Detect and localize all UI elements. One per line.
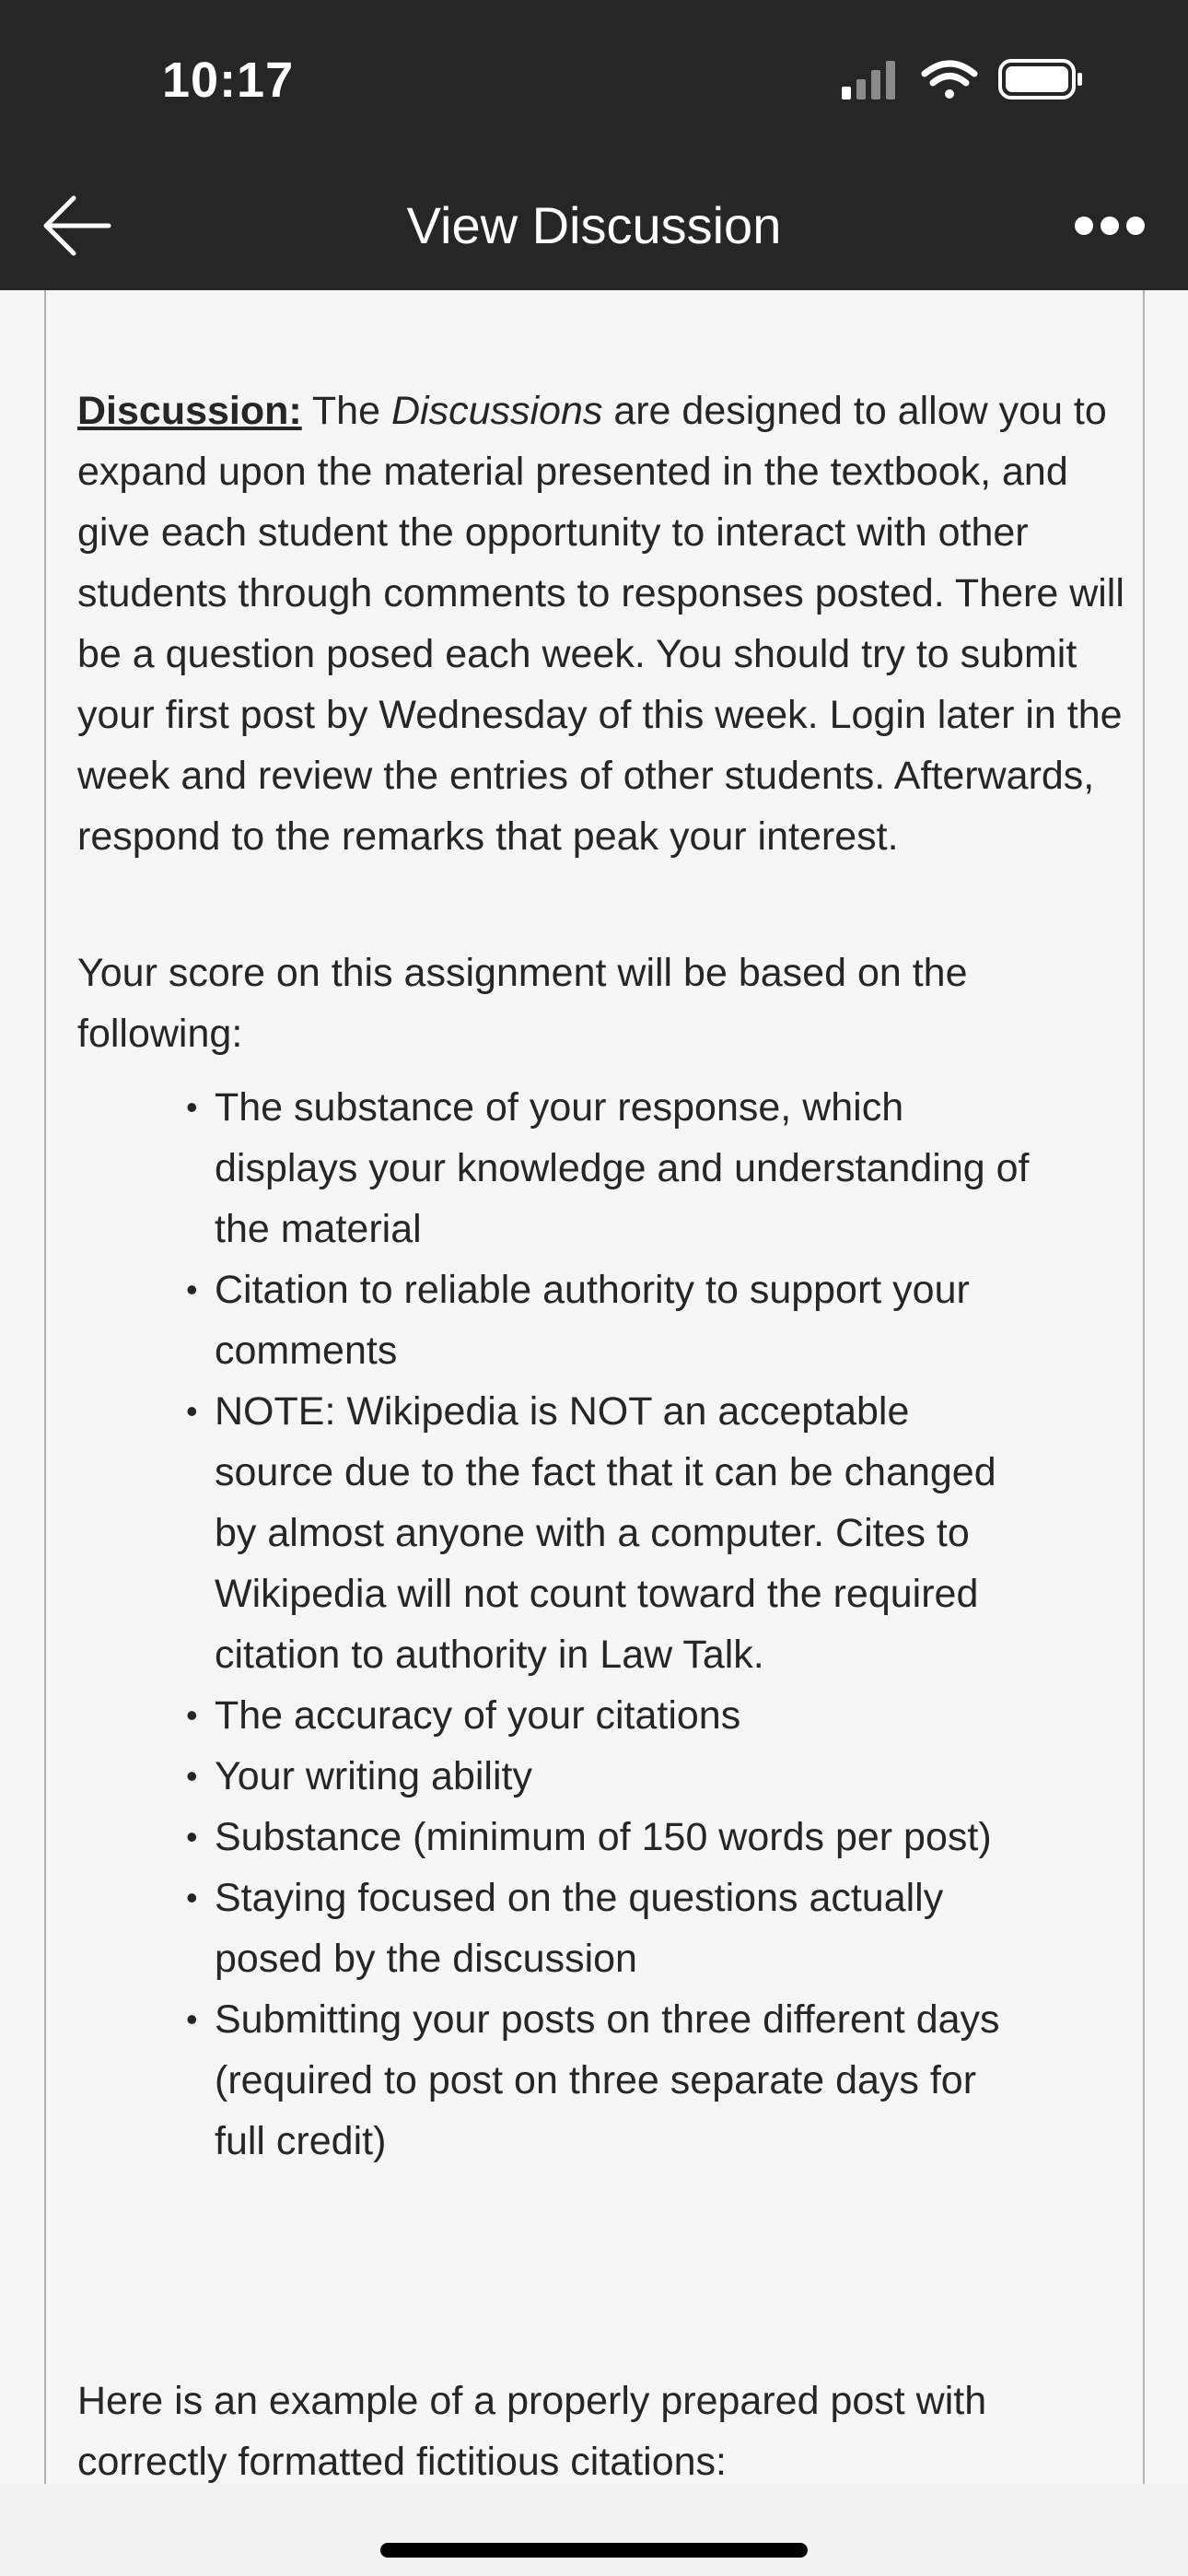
top-bar <box>0 0 1188 290</box>
page-title: View Discussion <box>406 196 782 254</box>
discussion-intro <box>77 381 1127 867</box>
wifi-icon <box>925 64 974 99</box>
intro-body: are designed to allow you to expand upon the material presented in the textbook, and give each student the opportunity to interact with other students through comments to responses posted. There will be a question posed each week. You should try to submit your first post by Wednesday of this week. Login later in the week and review the entries of other students. Afterwards, respond to the remarks that peak your interest. <box>77 389 1124 859</box>
status-icons <box>838 57 1087 105</box>
home-bar-area <box>0 2484 1188 2576</box>
list-item: • The substance of your response, which displays your knowledge and understanding of the material <box>186 1085 1030 1251</box>
example-intro: Here is an example of a properly prepared post with correctly formatted fictitious citations: <box>77 2379 987 2484</box>
list-item: • Staying focused on the questions actually posed by the discussion <box>186 1876 944 1981</box>
battery-icon <box>1000 61 1082 98</box>
cellular-signal-icon <box>842 61 895 100</box>
list-item: • Your writing ability <box>186 1754 532 1798</box>
list-item: • Citation to reliable authority to support your comments <box>186 1268 970 1373</box>
status-time: 10:17 <box>162 53 295 108</box>
list-item: • NOTE: Wikipedia is NOT an acceptable source due to the fact that it can be changed by almost anyone with a computer. Cites to Wikipedia will not count toward the required citation to authority in Law Talk. <box>186 1389 996 1677</box>
list-item: • The accuracy of your citations <box>186 1693 741 1738</box>
intro-italic: Discussions <box>390 389 603 433</box>
home-indicator[interactable] <box>380 2543 808 2558</box>
intro-the: The <box>311 389 381 433</box>
list-item: • Substance (minimum of 150 words per post) <box>186 1815 992 1859</box>
criteria-list <box>186 1077 1033 2172</box>
list-item: • Submitting your posts on three different days (required to post on three separate days for full credit) <box>186 1997 1000 2163</box>
discussion-lead: Discussion: <box>77 389 302 433</box>
score-intro: Your score on this assignment will be based on the following: <box>77 951 968 1056</box>
more-horizontal-icon[interactable] <box>1068 207 1151 244</box>
discussion-content <box>44 290 1145 2484</box>
